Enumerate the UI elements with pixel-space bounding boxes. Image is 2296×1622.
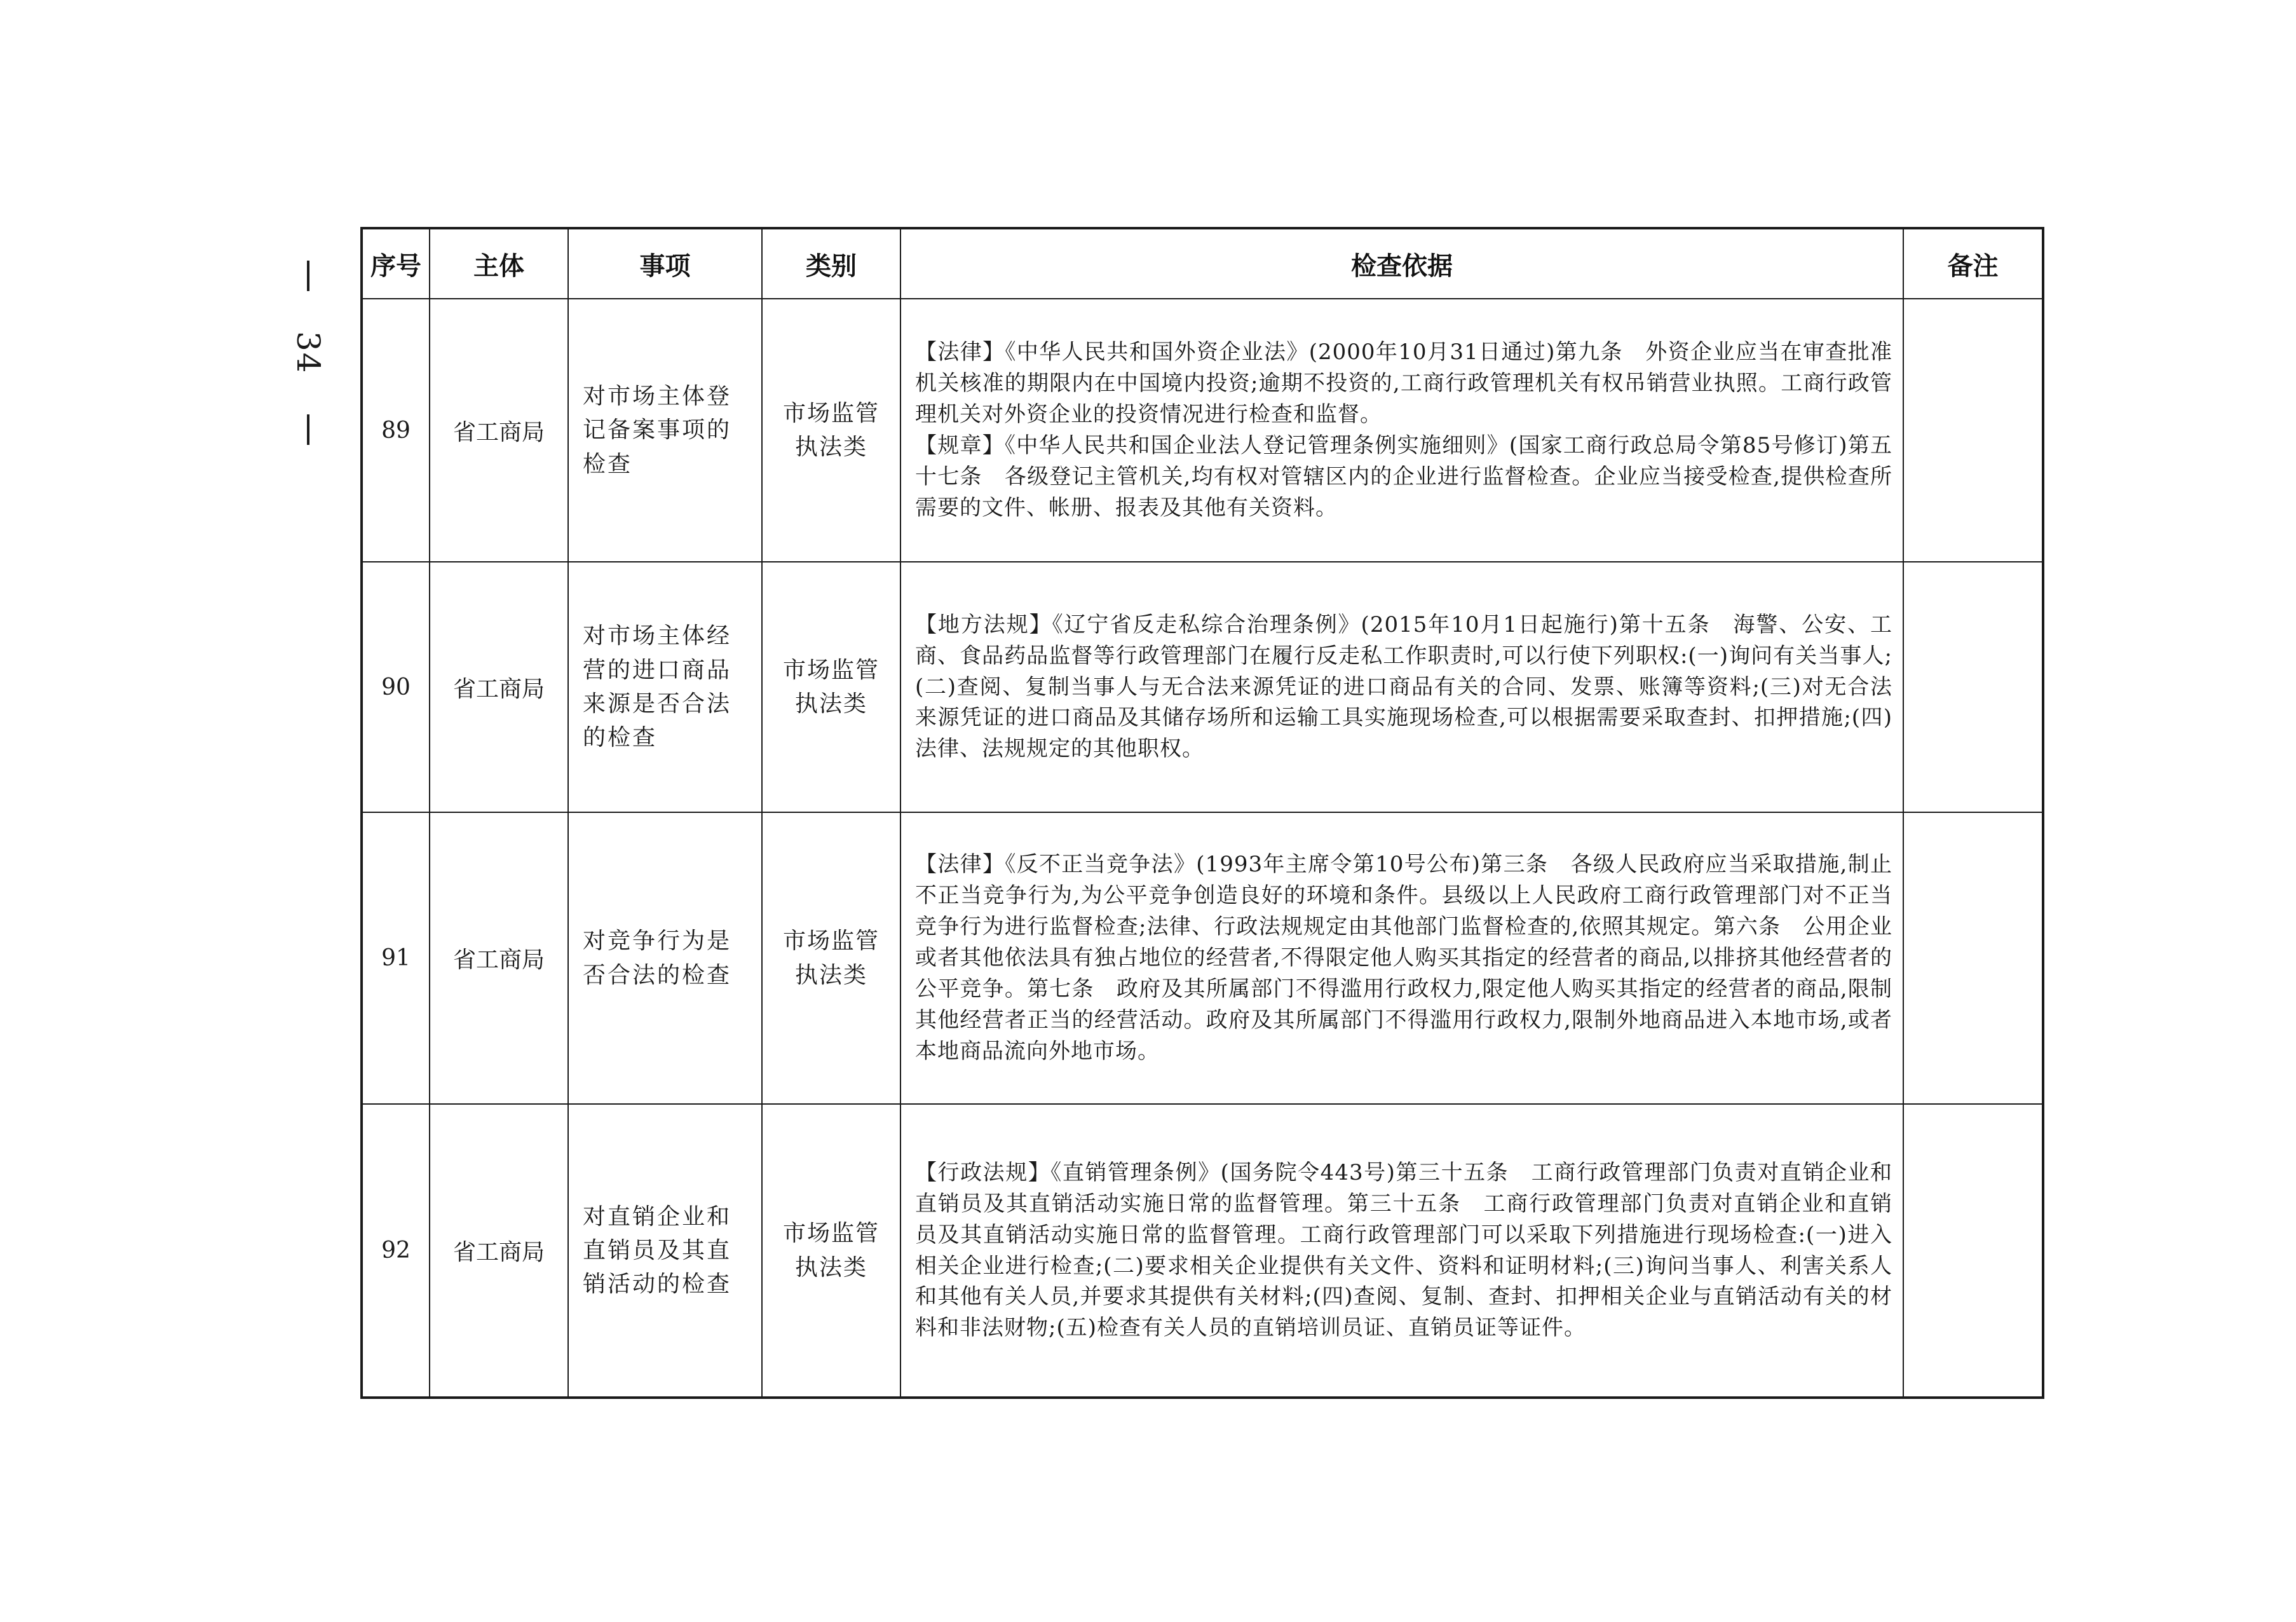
cell-basis xyxy=(900,299,1903,562)
cell-basis xyxy=(900,1104,1903,1398)
cell-category: 市场监管执法类 xyxy=(762,812,900,1104)
header-seq: 序号 xyxy=(362,228,430,299)
cell-item: 对竞争行为是否合法的检查 xyxy=(568,812,762,1104)
cell-seq: 90 xyxy=(362,562,430,812)
cell-item: 对直销企业和直销员及其直销活动的检查 xyxy=(568,1104,762,1398)
header-remarks: 备注 xyxy=(1903,228,2043,299)
cell-seq: 89 xyxy=(362,299,430,562)
cell-basis xyxy=(900,562,1903,812)
cell-item: 对市场主体经营的进口商品来源是否合法的检查 xyxy=(568,562,762,812)
cell-category: 市场监管执法类 xyxy=(762,1104,900,1398)
header-basis: 检查依据 xyxy=(900,228,1903,299)
table-row xyxy=(362,812,2043,1104)
inspection-table xyxy=(360,227,2044,1399)
page-number-dash-bottom xyxy=(307,414,309,445)
cell-category: 市场监管执法类 xyxy=(762,562,900,812)
cell-subject: 省工商局 xyxy=(430,1104,568,1398)
cell-subject: 省工商局 xyxy=(430,562,568,812)
header-item: 事项 xyxy=(568,228,762,299)
page-number xyxy=(289,261,327,445)
table-row xyxy=(362,562,2043,812)
table-row xyxy=(362,299,2043,562)
header-category: 类别 xyxy=(762,228,900,299)
page-number-dash-top xyxy=(307,261,309,291)
basis-paragraph: 【行政法规】《直销管理条例》(国务院令443号)第三十五条 工商行政管理部门负责对直销企业和直销员及其直销活动实施日常的监督管理。第三十五条 工商行政管理部门负责对直销企业和直销员及其直销活动实施日常的监督管理。工商行政管理部门可以采取下列措施进行现场检查:(一)进入相关企业进行检查;(二)要求相关企业提供有关文件、资料和证明材料;(三)询问当事人、利害关系人和其他有关人员,并要求其提供有关材料;(四)查阅、复制、查封、扣押相关企业与直销活动有关的材料和非法财物;(五)检查有关人员的直销培训员证、直销员证等证件。 xyxy=(915,1159,1892,1341)
cell-remarks xyxy=(1903,299,2043,562)
basis-paragraph: 【法律】《反不正当竞争法》(1993年主席令第10号公布)第三条 各级人民政府应当采取措施,制止不正当竞争行为,为公平竞争创造良好的环境和条件。县级以上人民政府工商行政管理部门对不正当竞争行为进行监督检查;法律、行政法规规定由其他部门监督检查的,依照其规定。第六条 公用企业或者其他依法具有独占地位的经营者,不得限定他人购买其指定的经营者的商品,以排挤其他经营者的公平竞争。第七条 政府及其所属部门不得滥用行政权力,限定他人购买其指定的经营者的商品,限制其他经营者正当的经营活动。政府及其所属部门不得滥用行政权力,限制外地商品进入本地市场,或者本地商品流向外地市场。 xyxy=(915,852,1892,1064)
basis-paragraph: 【地方法规】《辽宁省反走私综合治理条例》(2015年10月1日起施行)第十五条 海警、公安、工商、食品药品监督等行政管理部门在履行反走私工作职责时,可以行使下列职权:(一)询问有关当事人;(二)查阅、复制当事人与无合法来源凭证的进口商品有关的合同、发票、账簿等资料;(三)对无合法来源凭证的进口商品及其储存场所和运输工具实施现场检查,可以根据需要采取查封、扣押措施;(四)法律、法规规定的其他职权。 xyxy=(915,611,1892,762)
cell-remarks xyxy=(1903,1104,2043,1398)
basis-paragraph: 【规章】《中华人民共和国企业法人登记管理条例实施细则》(国家工商行政总局令第85号修订)第五十七条 各级登记主管机关,均有权对管辖区内的企业进行监督检查。企业应当接受检查,提供检查所需要的文件、帐册、报表及其他有关资料。 xyxy=(915,433,1892,521)
cell-subject: 省工商局 xyxy=(430,299,568,562)
cell-remarks xyxy=(1903,812,2043,1104)
cell-seq: 92 xyxy=(362,1104,430,1398)
basis-paragraph: 【法律】《中华人民共和国外资企业法》(2000年10月31日通过)第九条 外资企业应当在审查批准机关核准的期限内在中国境内投资;逾期不投资的,工商行政管理机关有权吊销营业执照。工商行政管理机关对外资企业的投资情况进行检查和监督。 xyxy=(915,339,1892,428)
header-subject: 主体 xyxy=(430,228,568,299)
cell-remarks xyxy=(1903,562,2043,812)
cell-basis xyxy=(900,812,1903,1104)
table-row xyxy=(362,1104,2043,1398)
page-number-text: 34 xyxy=(290,331,327,374)
cell-item: 对市场主体登记备案事项的检查 xyxy=(568,299,762,562)
cell-seq: 91 xyxy=(362,812,430,1104)
table-header-row xyxy=(362,228,2043,299)
cell-subject: 省工商局 xyxy=(430,812,568,1104)
cell-category: 市场监管执法类 xyxy=(762,299,900,562)
